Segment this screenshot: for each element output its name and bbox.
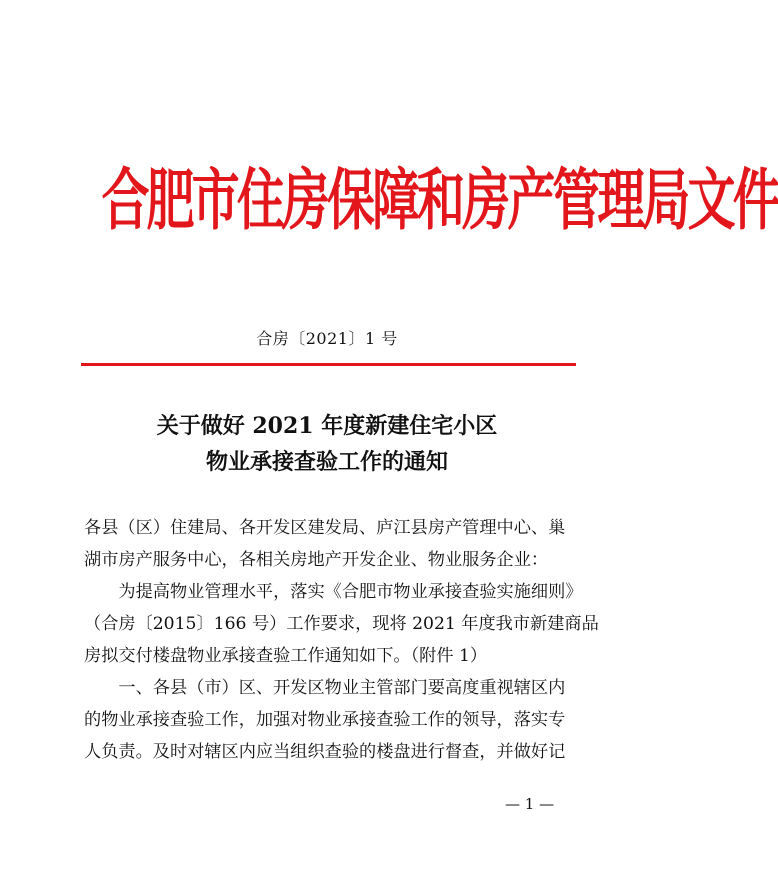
body-line: 一、各县（市）区、开发区物业主管部门要高度重视辖区内	[84, 678, 566, 698]
body-line: 房拟交付楼盘物业承接查验工作通知如下。（附件 1）	[84, 646, 488, 666]
title-line-2: 物业承接查验工作的通知	[205, 449, 448, 475]
body-line: 湖市房产服务中心，各相关房地产开发企业、物业服务企业：	[84, 550, 549, 570]
red-divider	[81, 363, 576, 366]
agency-title: 合肥市住房保障和房产管理局文件	[101, 161, 778, 240]
body-line: 各县（区）住建局、各开发区建发局、庐江县房产管理中心、巢	[84, 518, 566, 538]
document-body	[84, 512, 599, 768]
body-line: 的物业承接查验工作，加强对物业承接查验工作的领导，落实专	[84, 710, 566, 730]
document-number: 合房〔2021〕1 号	[256, 329, 398, 348]
page-number: — 1 —	[505, 795, 555, 813]
body-line: 人负责。及时对辖区内应当组织查验的楼盘进行督查，并做好记	[84, 742, 566, 762]
title-line-1: 关于做好 2021 年度新建住宅小区	[156, 413, 498, 439]
body-line: 为提高物业管理水平，落实《合肥市物业承接查验实施细则》	[84, 582, 583, 602]
document-title	[0, 413, 654, 485]
body-line: （合房〔2015〕166 号）工作要求，现将 2021 年度我市新建商品	[84, 614, 599, 634]
